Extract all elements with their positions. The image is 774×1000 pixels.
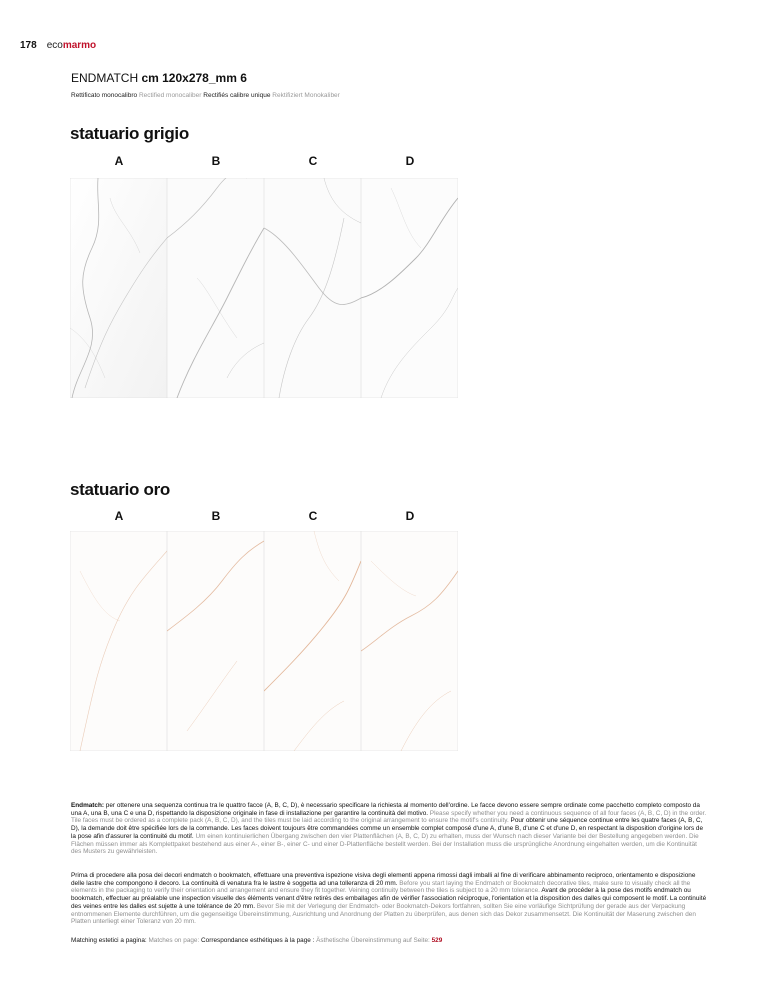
tile-oro-d — [361, 531, 458, 751]
tile-oro-c — [264, 531, 361, 751]
tile-grigio-a — [70, 178, 167, 398]
install-note — [71, 872, 707, 926]
endmatch-note — [71, 802, 707, 856]
matching-de: Ästhetische Übereinstimmung auf Seite: — [314, 937, 430, 944]
collection-title-oro: statuario oro — [70, 480, 171, 499]
brand-name: marmo — [62, 40, 97, 51]
endmatch-label: Endmatch: — [71, 802, 105, 809]
product-subtitle — [71, 92, 340, 99]
brand-prefix: eco — [46, 40, 63, 51]
tile-letter-c: C — [308, 509, 318, 523]
subtitle-en: Rectified monocaliber — [138, 92, 202, 99]
tile-letter-d: D — [405, 509, 415, 523]
tile-oro-a — [70, 531, 167, 751]
matching-en: Matches on page: — [146, 937, 200, 944]
tile-letter-d: D — [405, 154, 415, 168]
install-de: Bevor Sie mit der Verlegung der Endmatch- oder Bookmatch-Dekors fortfahren, sollten Sie eine vorläufige Sichtprüfung der gerade aus der Verpackung entnommenen Elemente durchführen, um die gegenseitige Übereinstimmung, Ausrichtung und Anordnung der Platten zu überprüfen, aus denen sich das Dekor zusammensetzt. Die Kontinuität der Maserung zwischen den Platten unterliegt einer Toleranz von 20 mm. — [71, 902, 696, 926]
page-number: 178 — [20, 40, 37, 51]
tile-letter-a: A — [114, 154, 124, 168]
tile-oro-b — [167, 531, 264, 751]
tile-grigio-d — [361, 178, 458, 398]
install-fr: Avant de procéder à la pose des motifs endmatch ou bookmatch, effectuer au préalable une inspection visuelle des éléments venant d'être retirés des emballages afin de vérifier l'association réciproque, l'orientation et la disposition des dalles qui composent le motif. La continuité des veines entre les dalles est sujette à une tolérance de 20 mm. — [71, 887, 707, 910]
tile-letter-a: A — [114, 509, 124, 523]
product-name: ENDMATCH — [71, 71, 139, 85]
tile-letter-b: B — [211, 154, 221, 168]
product-title — [71, 71, 247, 85]
subtitle-it: Rettificato monocalibro — [71, 92, 138, 99]
product-size: cm 120x278_mm 6 — [141, 71, 247, 85]
matching-fr: Correspondance esthétiques à la page : — [199, 937, 315, 944]
matching-note — [71, 937, 707, 945]
subtitle-fr: Rectifiés calibre unique — [203, 92, 271, 99]
page-header — [20, 40, 96, 51]
tile-letter-c: C — [308, 154, 318, 168]
matching-it: Matching estetici a pagina: — [71, 937, 147, 944]
endmatch-en: Please specify whether you need a continuous sequence of all four faces (A, B, C, D) in the order. Tile faces must be ordered as a complete pack (A, B, C, D), and the tiles must be laid according to the original arrangement to ensure the motif's continuity. — [71, 809, 707, 825]
tile-letter-b: B — [211, 509, 221, 523]
install-en: Before you start laying the Endmatch or Bookmatch decorative tiles, make sure to visually check all the elements in the packaging to verify their orientation and arrangement and ensure they fit together. Veining continuity between the tiles is subject to a 20 mm tolerance. — [71, 879, 691, 895]
matching-page-link[interactable]: 529 — [429, 937, 443, 944]
tile-grigio-b — [167, 178, 264, 398]
tile-grigio-c — [264, 178, 361, 398]
install-it: Prima di procedere alla posa dei decori endmatch o bookmatch, effettuare una preventiva ispezione visiva degli elementi appena rimossi dagli imballi al fine di verificare abbinamento reciproco, orientamento e disposizione delle lastre che compongono il decoro. La continuità di venatura fra le lastre è soggetta ad una tolleranza di 20 mm. — [71, 872, 696, 887]
subtitle-de: Rektifiziert Monokaliber — [272, 92, 340, 99]
endmatch-de: Um einen kontinuierlichen Übergang zwischen den vier Plattenflächen (A, B, C, D) zu erhalten, muss der Wunsch nach dieser Variante bei der Bestellung angegeben werden. Die Flächen müssen immer als Komplettpaket bestehend aus einer A-, einer B-, einer C- und einer D-Plattenfläche bestellt werden. Bei der Installation muss die ursprüngliche Anordnung eingehalten werden, um die Kontinuität des Musters zu gewährleisten. — [71, 832, 699, 856]
collection-title-grigio: statuario grigio — [70, 124, 189, 143]
endmatch-fr: Pour obtenir une séquence continue entre les quatre faces (A, B, C, D), la demande doit être spécifiée lors de la commande. Les faces doivent toujours être commandées comme un ensemble complet composé d'une A, d'une B, d'une C et d'une D, en respectant la disposition d'origine lors de la pose afin d'assurer la continuité du motif. — [71, 817, 704, 840]
endmatch-it: per ottenere una sequenza continua tra le quattro facce (A, B, C, D), è necessario specificare la richiesta al momento dell'ordine. Le facce devono essere sempre ordinate come pacchetto completo composto da una A, una B, una C e una D, rispettando la disposizione originale in fase di installazione per garantire la continuità del motivo. — [71, 802, 700, 817]
